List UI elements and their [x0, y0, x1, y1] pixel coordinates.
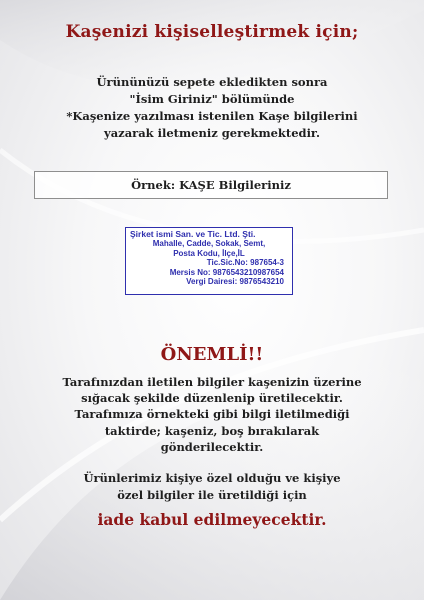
intro-text: [20, 74, 404, 142]
important-heading: ÖNEMLİ!!: [160, 344, 264, 365]
important-line: gönderilecektir.: [160, 439, 264, 454]
stamp-tax-office: Vergi Dairesi: 9876543210: [186, 277, 284, 287]
intro-line: *Kaşenize yazılması istenilen Kaşe bilgilerini: [66, 109, 358, 123]
no-return-warning: iade kabul edilmeyecektir.: [97, 510, 327, 529]
important-line: sığacak şekilde düzenlenip üretilecektir.: [81, 391, 343, 406]
sample-stamp: [125, 227, 293, 295]
stamp-address-line: Mahalle, Cadde, Sokak, Semt,: [152, 239, 266, 249]
notice-line: Ürünlerimiz kişiye özel olduğu ve kişiye: [83, 471, 341, 485]
notice-line: özel bilgiler ile üretildiği için: [117, 488, 307, 502]
example-emphasis: KAŞE: [179, 178, 215, 192]
intro-line: "İsim Giriniz" bölümünde: [129, 92, 295, 106]
stamp-mersis-no: Mersis No: 9876543210987654: [169, 267, 284, 277]
intro-line: Ürününüzü sepete ekledikten sonra: [96, 75, 328, 89]
stamp-address-line: Posta Kodu, İlçe,İL: [173, 248, 245, 258]
important-line: taktirde; kaşeniz, boş bırakılarak: [104, 423, 320, 438]
important-line: Tarafınızdan iletilen bilgiler kaşenizin üzerine: [62, 375, 362, 389]
important-line: Tarafımıza örnekteki gibi bilgi iletilmediği: [74, 407, 350, 422]
example-label-box: [34, 171, 388, 199]
stamp-company-name: Şirket ismi San. ve Tic. Ltd. Şti.: [130, 229, 256, 239]
important-text: [14, 374, 410, 455]
notice-text: [14, 470, 410, 504]
page-title: Kaşenizi kişiselleştirmek için;: [65, 22, 359, 42]
example-prefix: Örnek:: [131, 178, 180, 192]
intro-line: yazarak iletmeniz gerekmektedir.: [104, 126, 320, 140]
example-suffix: Bilgileriniz: [214, 178, 291, 192]
stamp-trade-registry: Tic.Sic.No: 987654-3: [206, 258, 284, 268]
